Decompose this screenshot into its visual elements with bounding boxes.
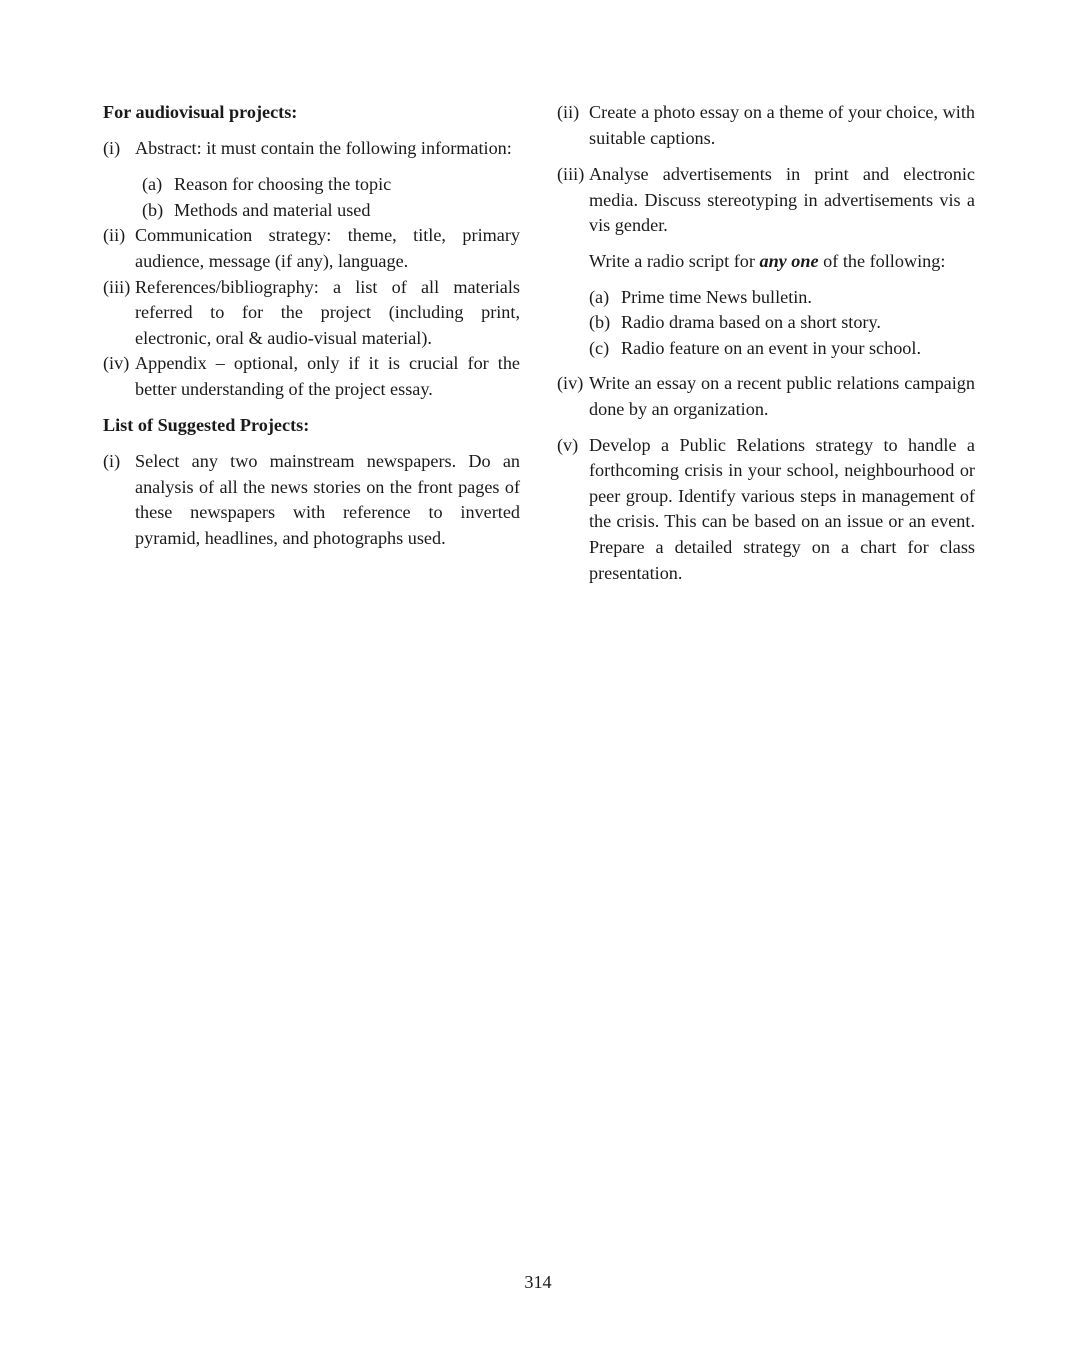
sub-item-methods [142, 198, 520, 224]
item-text: Select any two mainstream newspapers. Do an analysis of all the news stories on the front pages of these newspapers with reference to inverted pyramid, headlines, and photographs used. [135, 451, 520, 548]
item-number: (i) [103, 451, 121, 472]
list-item-references [103, 275, 520, 352]
list-item-newspaper-analysis [103, 449, 520, 551]
sub-item-text: Reason for choosing the topic [174, 174, 392, 195]
item-number: (iii) [103, 276, 131, 297]
section-heading-audiovisual: For audiovisual projects: [103, 102, 298, 122]
sub-item-text: Radio feature on an event in your school. [621, 337, 922, 358]
left-column [103, 100, 520, 552]
sub-item-text: Prime time News bulletin. [621, 286, 812, 307]
sub-item-text: Radio drama based on a short story. [621, 312, 881, 333]
list-item-photo-essay [557, 100, 975, 151]
sub-item-letter: (b) [142, 199, 164, 220]
item-number: (iv) [103, 353, 130, 374]
sub-item-reason [142, 172, 520, 198]
right-column [557, 100, 975, 586]
sub-item-radio-drama [589, 310, 975, 336]
list-item-abstract [103, 136, 520, 162]
list-item-advertisements [557, 162, 975, 239]
item-number: (iv) [557, 373, 584, 394]
item-number: (ii) [103, 225, 126, 246]
item-text: Create a photo essay on a theme of your choice, with suitable captions. [589, 102, 975, 148]
list-item-appendix [103, 351, 520, 402]
list-item-communication-strategy [103, 223, 520, 274]
item-number: (i) [103, 137, 121, 158]
item-text: References/bibliography: a list of all materials referred to for the project (including print, electronic, oral & audio-visual material). [135, 276, 520, 348]
instruction-text: of the following: [818, 250, 946, 271]
item-text: Analyse advertisements in print and electronic media. Discuss stereotyping in advertisements vis a vis gender. [589, 164, 975, 236]
section-heading-suggested-projects: List of Suggested Projects: [103, 414, 310, 435]
item-number: (iii) [557, 164, 585, 185]
item-text: Communication strategy: theme, title, primary audience, message (if any), language. [135, 225, 520, 271]
list-item-pr-essay [557, 371, 975, 422]
radio-script-instruction [557, 249, 975, 275]
sub-item-radio-feature [589, 336, 975, 362]
item-number: (ii) [557, 102, 580, 122]
item-text: Write an essay on a recent public relations campaign done by an organization. [589, 373, 975, 419]
sub-item-letter: (b) [589, 312, 611, 333]
sub-item-text: Methods and material used [174, 199, 371, 220]
item-text: Appendix – optional, only if it is crucial for the better understanding of the project essay. [135, 353, 520, 399]
sub-item-letter: (c) [589, 337, 610, 358]
instruction-text: Write a radio script for [589, 250, 760, 271]
item-text: Abstract: it must contain the following information: [135, 137, 512, 158]
page-number: 314 [524, 1272, 552, 1292]
sub-item-letter: (a) [142, 174, 163, 195]
sub-item-letter: (a) [589, 286, 610, 307]
item-text: Develop a Public Relations strategy to handle a forthcoming crisis in your school, neighbourhood or peer group. Identify various steps in management of the crisis. This can be based on an issue or an event. Prepare a detailed strategy on a chart for class presentation. [589, 434, 975, 583]
sub-item-news-bulletin [589, 285, 975, 311]
list-item-pr-strategy [557, 433, 975, 587]
emphasis-text: any one [759, 250, 819, 271]
item-number: (v) [557, 434, 579, 455]
